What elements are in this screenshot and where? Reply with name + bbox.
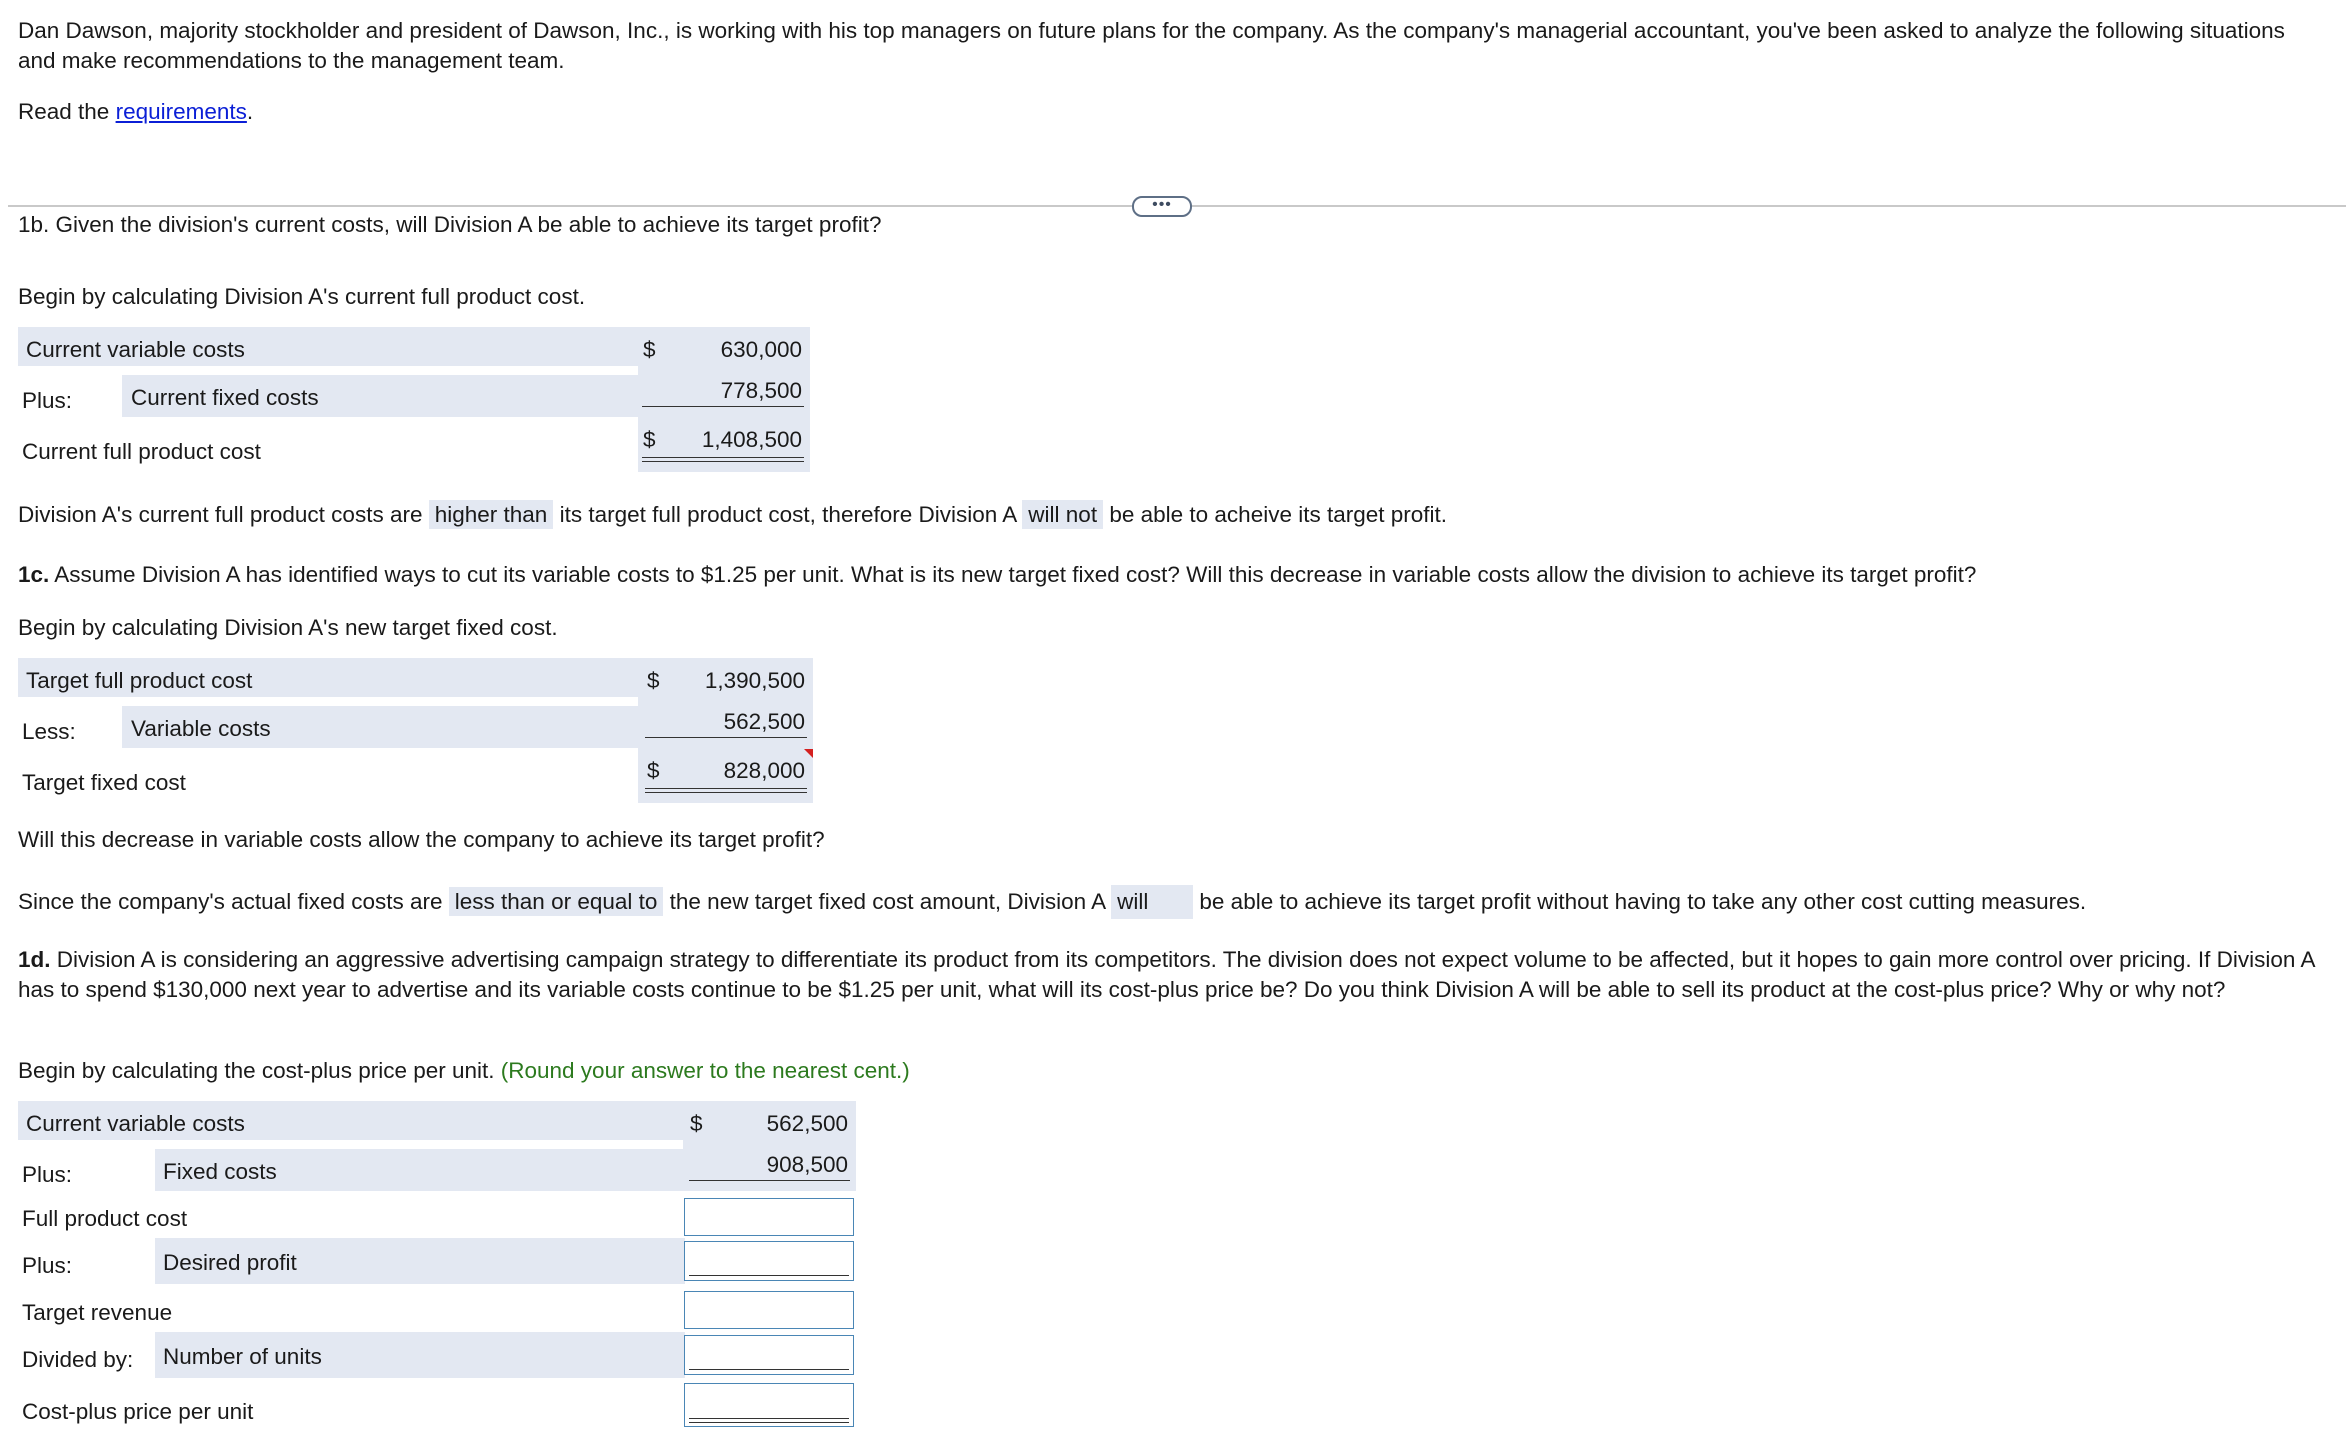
part-b-total-double-line bbox=[642, 457, 804, 462]
part-b-ability-dropdown[interactable]: will not bbox=[1022, 500, 1103, 529]
part-d-fixed-value: 908,500 bbox=[766, 1152, 848, 1177]
part-d-units-prefix: Divided by: bbox=[22, 1347, 134, 1372]
part-c-ability-dropdown[interactable] bbox=[1111, 885, 1193, 919]
part-c-target-value: 1,390,500 bbox=[704, 668, 805, 693]
intro-text: Dan Dawson, majority stockholder and president of Dawson, Inc., is working with his top managers on future plans for the company. As the company's managerial accountant, you've been asked to analyze the following situations and make recommendations to the management team. bbox=[18, 18, 2285, 73]
full-product-cost-input[interactable] bbox=[684, 1198, 854, 1236]
part-c-fixed-double-line bbox=[645, 788, 807, 793]
part-d-number: 1d. bbox=[18, 947, 51, 972]
desired-profit-underline bbox=[689, 1275, 849, 1276]
expand-more-button[interactable]: ••• bbox=[1132, 196, 1192, 217]
read-prefix: Read the bbox=[18, 99, 116, 124]
part-d-rounding-hint: (Round your answer to the nearest cent.) bbox=[500, 1058, 910, 1083]
cost-plus-price-input[interactable] bbox=[684, 1383, 854, 1427]
part-b-fixed-prefix: Plus: bbox=[22, 388, 73, 413]
cost-plus-price-double-line-top bbox=[689, 1418, 849, 1419]
part-c-variable-value: 562,500 bbox=[723, 709, 805, 734]
part-c-target-label: Target full product cost bbox=[26, 668, 253, 693]
number-of-units-underline bbox=[689, 1369, 849, 1370]
part-c-intro: Begin by calculating Division A's new target fixed cost. bbox=[18, 615, 558, 640]
part-d-intro: Begin by calculating the cost-plus price per unit. bbox=[18, 1058, 501, 1083]
part-c-conclusion-text-1: Since the company's actual fixed costs are bbox=[18, 889, 449, 914]
part-d-question bbox=[18, 945, 2328, 1005]
part-b-conclusion-text-1: Division A's current full product costs are bbox=[18, 502, 429, 527]
part-b-fixed-label: Current fixed costs bbox=[131, 385, 319, 410]
part-d-profit-label: Desired profit bbox=[163, 1250, 297, 1275]
part-d-full-label: Full product cost bbox=[22, 1206, 188, 1231]
read-requirements-line bbox=[18, 97, 253, 127]
read-suffix: . bbox=[246, 99, 254, 124]
desired-profit-input[interactable] bbox=[684, 1241, 854, 1281]
clipped-question bbox=[18, 212, 1218, 256]
part-c-fixed-label: Target fixed cost bbox=[22, 770, 186, 795]
part-c-number: 1c. bbox=[18, 562, 50, 587]
part-c-fixed-currency: $ bbox=[647, 758, 660, 783]
part-b-comparison-dropdown[interactable]: higher than bbox=[429, 500, 554, 529]
part-c-conclusion bbox=[18, 885, 2086, 919]
part-d-units-label: Number of units bbox=[163, 1344, 322, 1369]
part-c-target-currency: $ bbox=[647, 668, 660, 693]
part-c-comparison-dropdown[interactable]: less than or equal to bbox=[449, 887, 664, 916]
part-c-question-text: Assume Division A has identified ways to cut its variable costs to $1.25 per unit. What is its new target fixed cost? Will this decrease in variable costs allow the division to achieve its target profit? bbox=[49, 562, 1977, 587]
part-c-less-prefix: Less: bbox=[22, 719, 76, 744]
part-d-fixed-label: Fixed costs bbox=[163, 1159, 277, 1184]
part-b-conclusion-text-3: be able to acheive its target profit. bbox=[1103, 502, 1448, 527]
part-b-variable-currency: $ bbox=[643, 337, 656, 362]
part-b-total-currency: $ bbox=[643, 427, 656, 452]
requirements-link[interactable]: requirements bbox=[115, 99, 247, 124]
part-d-variable-label: Current variable costs bbox=[26, 1111, 245, 1136]
part-b-variable-label: Current variable costs bbox=[26, 337, 245, 362]
part-d-subtotal-line bbox=[689, 1180, 850, 1181]
target-revenue-input[interactable] bbox=[684, 1291, 854, 1329]
part-d-price-label: Cost-plus price per unit bbox=[22, 1399, 254, 1424]
part-b-total-label: Current full product cost bbox=[22, 439, 261, 464]
part-b-fixed-value: 778,500 bbox=[720, 378, 802, 403]
part-c-fixed-value: 828,000 bbox=[723, 758, 805, 783]
part-d-variable-value: 562,500 bbox=[766, 1111, 848, 1136]
part-c-will-question: Will this decrease in variable costs allow the company to achieve its target profit? bbox=[18, 827, 825, 852]
part-b-total-value: 1,408,500 bbox=[701, 427, 802, 452]
part-b-intro: Begin by calculating Division A's current full product cost. bbox=[18, 284, 586, 309]
part-c-question bbox=[18, 560, 1976, 590]
part-d-variable-currency: $ bbox=[690, 1111, 703, 1136]
clipped-question-text: 1b. Given the division's current costs, will Division A be able to achieve its target profit? bbox=[18, 212, 882, 237]
incorrect-answer-flag-icon bbox=[804, 749, 813, 758]
part-c-variable-label: Variable costs bbox=[131, 716, 271, 741]
part-d-intro-line bbox=[18, 1056, 910, 1086]
part-d-question-text: Division A is considering an aggressive advertising campaign strategy to differentiate its product from its competitors. The division does not expect volume to be affected, but it hopes to gain more control over pricing. If Division A has to spend $130,000 next year to advertise and its variable costs continue to be $1.25 per unit, what will its cost-plus price be? Do you think Division A will be able to sell its product at the cost-plus price? Why or why not? bbox=[18, 947, 2315, 1002]
number-of-units-input[interactable] bbox=[684, 1335, 854, 1375]
part-b-conclusion-text-2: its target full product cost, therefore Division A bbox=[553, 502, 1023, 527]
part-c-conclusion-text-3: be able to achieve its target profit without having to take any other cost cutting measures. bbox=[1193, 889, 2087, 914]
cost-plus-price-double-line-bottom bbox=[689, 1422, 849, 1423]
part-c-subtotal-line bbox=[645, 737, 807, 738]
part-b-subtotal-line bbox=[642, 406, 804, 407]
part-c-conclusion-text-2: the new target fixed cost amount, Division A bbox=[663, 889, 1112, 914]
part-d-revenue-label: Target revenue bbox=[22, 1300, 173, 1325]
part-d-profit-prefix: Plus: bbox=[22, 1253, 73, 1278]
part-d-fixed-prefix: Plus: bbox=[22, 1162, 73, 1187]
part-b-variable-value: 630,000 bbox=[720, 337, 802, 362]
part-c-ability-value: will bbox=[1117, 889, 1149, 914]
intro-paragraph bbox=[18, 16, 2328, 76]
part-b-conclusion bbox=[18, 500, 1447, 530]
